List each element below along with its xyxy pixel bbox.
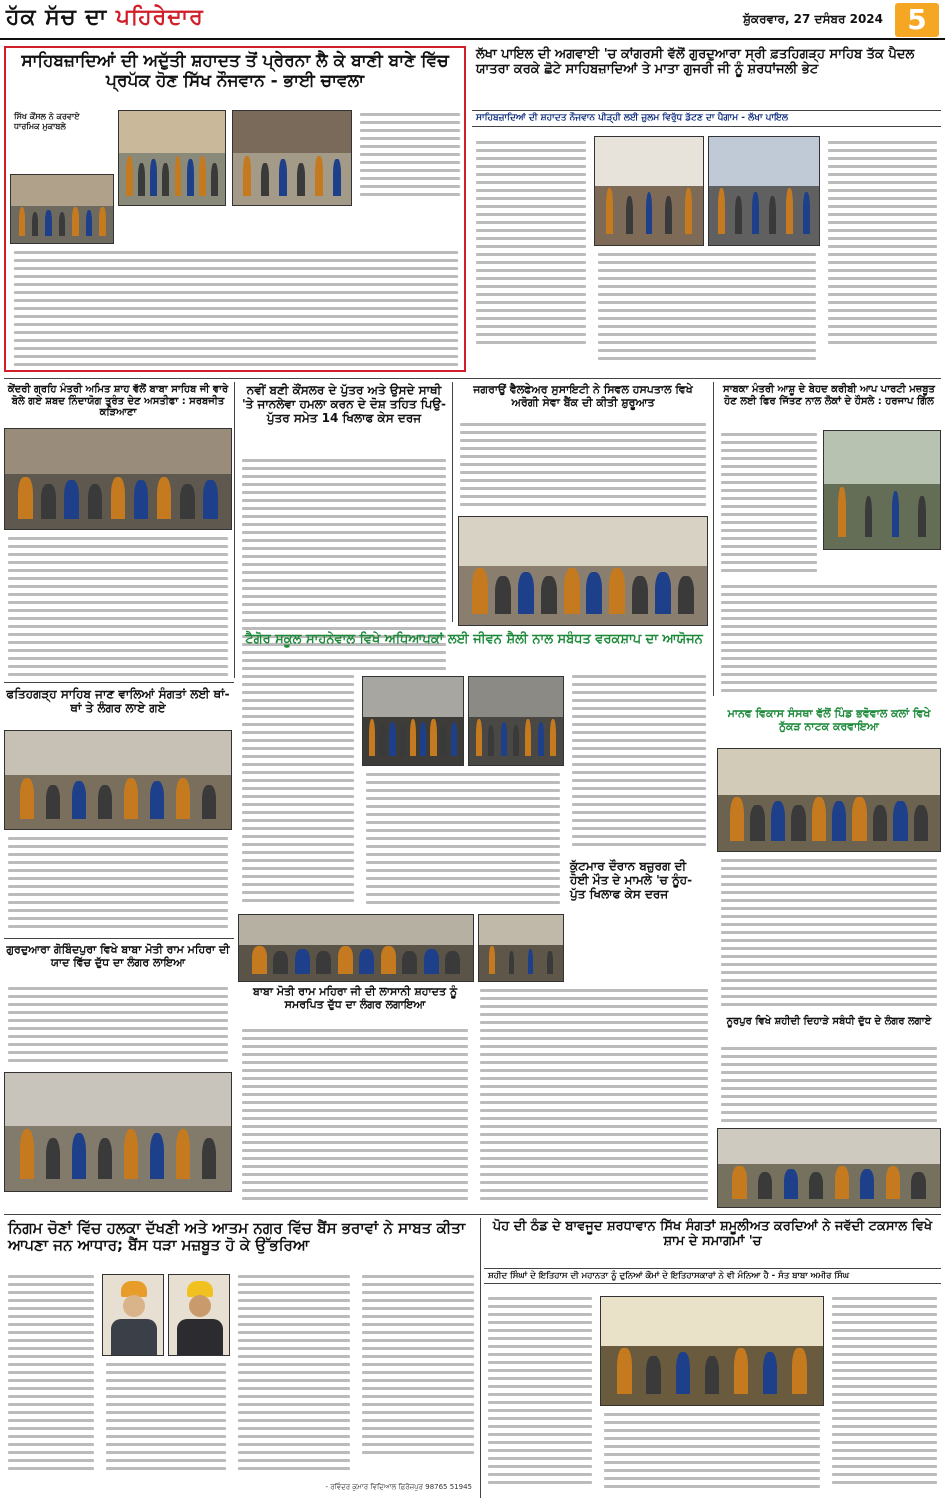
photo-jawaddi-taksal (600, 1296, 824, 1406)
photo-tagore-1 (362, 676, 464, 766)
sub-lakha-payal: ਸਾਹਿਬਜ਼ਾਦਿਆਂ ਦੀ ਸ਼ਹਾਦਤ ਨੌਜਵਾਨ ਪੀੜ੍ਹੀ ਲਈ ਜ਼ੁਲਮ ਵਿਰੁੱਧ ਡੱਟਣ ਦਾ ਪੈਗਾਮ - ਲੱਖਾ ਪਾਇਲ (472, 110, 941, 127)
headline-baba-moti-ram: ਬਾਬਾ ਮੋਤੀ ਰਾਮ ਮਹਿਰਾ ਜੀ ਦੀ ਲਾਸਾਨੀ ਸ਼ਹਾਦਤ ਨੂੰ ਸਮਰਪਿਤ ਦੁੱਧ ਦਾ ਲੰਗਰ ਲਗਾਇਆ (253, 985, 457, 1011)
photo-harjap-gill (823, 430, 941, 550)
headline-jawaddi-taksal: ਪੋਹ ਦੀ ਠੰਡ ਦੇ ਬਾਵਜੂਦ ਸ਼ਰਧਾਵਾਨ ਸਿੱਖ ਸੰਗਤਾਂ ਸ਼ਮੂਲੀਅਤ ਕਰਦਿਆਂ ਨੇ ਜਵੱਦੀ ਟਕਸਾਲ ਵਿਖੇ ਸ਼ਾਮ ਦੇ ਸਮਾਗਮਾਂ 'ਚ (492, 1219, 933, 1249)
article-chawla (4, 46, 466, 372)
page-number: 5 (895, 3, 939, 37)
article-bains (4, 1218, 478, 1498)
text-lakha-right (824, 138, 941, 370)
text-lakha-left (472, 138, 590, 370)
headline-lakha-payal: ਲੱਖਾ ਪਾਇਲ ਦੀ ਅਗਵਾਈ 'ਚ ਕਾਂਗਰਸੀ ਵੱਲੋਂ ਗੁਰਦੁਆਰਾ ਸ੍ਰੀ ਫ਼ਤਹਿਗੜ੍ਹ ਸਾਹਿਬ ਤੱਕ ਪੈਦਲ ਯਾਤਰਾ ਕਰਕੇ ਛੋਟੇ ਸਾਹਿਬਜ਼ਾਦਿਆਂ ਤੇ ਮਾਤਾ ਗੁਜਰੀ ਜੀ ਨੂੰ ਸ਼ਰਧਾਂਜਲੀ ਭੇਟ (476, 47, 915, 77)
headline-amit-shah: ਕੇਂਦਰੀ ਗ੍ਰਹਿ ਮੰਤਰੀ ਅਮਿਤ ਸ਼ਾਹ ਵੱਲੋਂ ਬਾਬਾ ਸਾਹਿਬ ਜੀ ਵਾਰੇ ਬੋਲੇ ਗਏ ਸ਼ਬਦ ਨਿੰਦਾਯੋਗ ਤੁਰੰਤ ਦੇਣ ਅਸਤੀਫਾ : ਸਰਬਜੀਤ ਕੜਿਆਣਾ (7, 384, 229, 418)
photo-fatehgarh-langar (4, 730, 232, 830)
photo-bains-2 (168, 1274, 230, 1356)
headline-jagraon-welfare: ਜਗਰਾਉਂ ਵੈਲਫੇਅਰ ਸੁਸਾਇਟੀ ਨੇ ਸਿਵਲ ਹਸਪਤਾਲ ਵਿਖੇ ਅਰੋਗੀ ਸੇਵਾ ਬੈਂਕ ਦੀ ਕੀਤੀ ਸ਼ੁਰੂਆਤ (473, 383, 693, 409)
sub-jawaddi-taksal: ਸ਼ਹੀਦ ਸਿੰਘਾਂ ਦੇ ਇਤਿਹਾਸ ਦੀ ਮਹਾਨਤਾ ਨੂੰ ਦੁਨਿਆਂ ਕੌਮਾਂ ਦੇ ਇਤਿਹਾਸਕਾਰਾਂ ਨੇ ਵੀ ਮੰਨਿਆ ਹੈ - ਸੰਤ ਬਾਬਾ ਅਮੀਰ ਸਿੰਘ (484, 1268, 941, 1284)
headline-councillor-case: ਨਵੀਂ ਬਣੀ ਕੌਂਸਲਰ ਦੇ ਪੁੱਤਰ ਅਤੇ ਉਸਦੇ ਸਾਥੀ 'ਤੇ ਜਾਨਲੇਵਾ ਹਮਲਾ ਕਰਨ ਦੇ ਦੋਸ਼ ਤਹਿਤ ਪਿਉ-ਪੁੱਤਰ ਸਮੇਤ 14 ਖਿਲਾਫ ਕੇਸ ਦਰਜ (241, 383, 447, 425)
article-harjap-gill (717, 382, 941, 702)
newspaper-logo (6, 4, 204, 30)
article-elder-death (568, 858, 710, 908)
photo-chawla-2 (232, 110, 352, 206)
headline-nurpur: ਨੂਰਪੁਰ ਵਿਖੇ ਸ਼ਹੀਦੀ ਦਿਹਾੜੇ ਸਬੰਧੀ ਦੁੱਧ ਦੇ ਲੰਗਰ ਲਗਾਏ (726, 1016, 932, 1027)
sub-chawla: ਸਿੱਖ ਕੌਂਸਲ ਨੇ ਕਰਵਾਏ ਧਾਰਮਿਕ ਮੁਕਾਬਲੇ (14, 112, 80, 131)
text-chawla-right (356, 110, 464, 206)
article-jagraon-welfare (456, 382, 710, 630)
article-manav-vikas (717, 706, 941, 1010)
photo-tagore-3 (238, 914, 474, 982)
headline-tagore-school: ਟੈਗੋਰ ਸਕੂਲ ਸਾਹਨੇਵਾਲ ਵਿਖੇ ਅਧਿਆਪਕਾਂ ਲਈ ਜੀਵਨ ਸ਼ੈਲੀ ਨਾਲ ਸਬੰਧਤ ਵਰਕਸ਼ਾਪ ਦਾ ਆਯੋਜਨ (245, 632, 703, 647)
headline-fatehgarh-langar: ਫਤਿਹਗੜ੍ਹ ਸਾਹਿਬ ਜਾਣ ਵਾਲਿਆਂ ਸੰਗਤਾਂ ਲਈ ਥਾਂ-ਥਾਂ ਤੇ ਲੰਗਰ ਲਾਏ ਗਏ (6, 687, 230, 715)
photo-amit-shah (4, 428, 232, 530)
article-tagore-school (238, 630, 710, 670)
text-chawla-body (10, 248, 462, 370)
photo-bains-1 (102, 1274, 164, 1356)
headline-harjap-gill: ਸਾਬਕਾ ਮੰਤਰੀ ਆਸ਼ੂ ਦੇ ਬੇਹਦ ਕਰੀਬੀ ਆਪ ਪਾਰਟੀ ਮਜ਼ਬੂਤ ਹੋਣ ਲਈ ਫਿਰ ਜਿੱਤਣ ਨਾਲ ਲੋਕਾਂ ਦੇ ਹੌਸਲੇ : ਹਰਜਾਪ ਗਿੱਲ (723, 384, 935, 407)
text-lakha-middle (594, 250, 820, 370)
photo-nurpur (717, 1128, 941, 1208)
article-amit-shah (4, 382, 232, 680)
headline-manav-vikas: ਮਾਨਵ ਵਿਕਾਸ ਸੰਸਥਾ ਵੱਲੋਂ ਪਿੰਡ ਭਵੋਵਾਲ ਕਲਾਂ ਵਿਖੇ ਨੁੱਕੜ ਨਾਟਕ ਕਰਵਾਇਆ (727, 707, 931, 733)
photo-tagore-4 (478, 914, 564, 982)
credit-bains: - ਰਵਿੰਦਰ ਕੁਮਾਰ ਵਿਦਿਆਲ ਫ਼ਿਰੋਜ਼ਪੁਰ 98765 51945 (325, 1483, 472, 1491)
photo-manav-vikas (717, 748, 941, 852)
headline-elder-death: ਕੁੱਟਮਾਰ ਦੌਰਾਨ ਬਜ਼ੁਰਗ ਦੀ ਹੋਈ ਮੌਤ ਦੇ ਮਾਮਲੇ 'ਚ ਨੂੰਹ- ਪੁੱਤ ਖਿਲਾਫ ਕੇਸ ਦਰਜ (570, 859, 693, 901)
masthead (0, 0, 945, 40)
issue-date: ਸ਼ੁੱਕਰਵਾਰ, 27 ਦਸੰਬਰ 2024 (742, 12, 883, 26)
article-jawaddi-taksal (484, 1218, 941, 1500)
photo-chawla-3 (10, 174, 114, 244)
photo-lakha-1 (594, 136, 704, 246)
logo-red: ਪਹਿਰੇਦਾਰ (115, 4, 204, 30)
headline-chawla: ਸਾਹਿਬਜ਼ਾਦਿਆਂ ਦੀ ਅਦੁੱਤੀ ਸ਼ਹਾਦਤ ਤੋਂ ਪ੍ਰੇਰਨਾ ਲੈ ਕੇ ਬਾਣੀ ਬਾਣੇ ਵਿੱਚ ਪ੍ਰਪੱਕ ਹੋਣ ਸਿੱਖ ਨੌਜਵਾਨ - ਭਾਈ ਚਾਵਲਾ (21, 51, 449, 91)
text-tagore-right (568, 672, 710, 856)
text-tagore-left (238, 672, 358, 910)
article-gobindpura (4, 942, 232, 1196)
headline-bains: ਨਿਗਮ ਚੋਣਾਂ ਵਿੱਚ ਹਲਕਾ ਦੱਖਣੀ ਅਤੇ ਆਤਮ ਨਗਰ ਵਿੱਚ ਬੈਂਸ ਭਰਾਵਾਂ ਨੇ ਸਾਬਤ ਕੀਤਾ ਆਪਣਾ ਜਨ ਆਧਾਰ; ਬੈਂਸ ਧੜਾ ਮਜ਼ਬੂਤ ਹੋ ਕੇ ਉੱਭਰਿਆ (8, 1219, 466, 1255)
photo-gobindpura (4, 1072, 232, 1192)
photo-chawla-1 (118, 110, 226, 206)
article-fatehgarh-langar (4, 686, 232, 936)
headline-gobindpura: ਗੁਰਦੁਆਰਾ ਗੋਬਿੰਦਪੁਰਾ ਵਿਖੇ ਬਾਬਾ ਮੋਤੀ ਰਾਮ ਮਹਿਰਾ ਦੀ ਯਾਦ ਵਿੱਚ ਦੁੱਧ ਦਾ ਲੰਗਰ ਲਾਇਆ (6, 943, 230, 969)
article-baba-moti-ram (238, 984, 472, 1210)
photo-lakha-2 (708, 136, 820, 246)
photo-tagore-2 (468, 676, 564, 766)
article-lakha-payal (472, 46, 941, 376)
logo-black: ਹੱਕ ਸੱਚ ਦਾ (6, 4, 108, 30)
photo-jagraon-welfare (458, 516, 708, 626)
text-tagore-middle (362, 770, 564, 910)
article-nurpur (717, 1014, 941, 1210)
text-elder-death (476, 986, 712, 1210)
